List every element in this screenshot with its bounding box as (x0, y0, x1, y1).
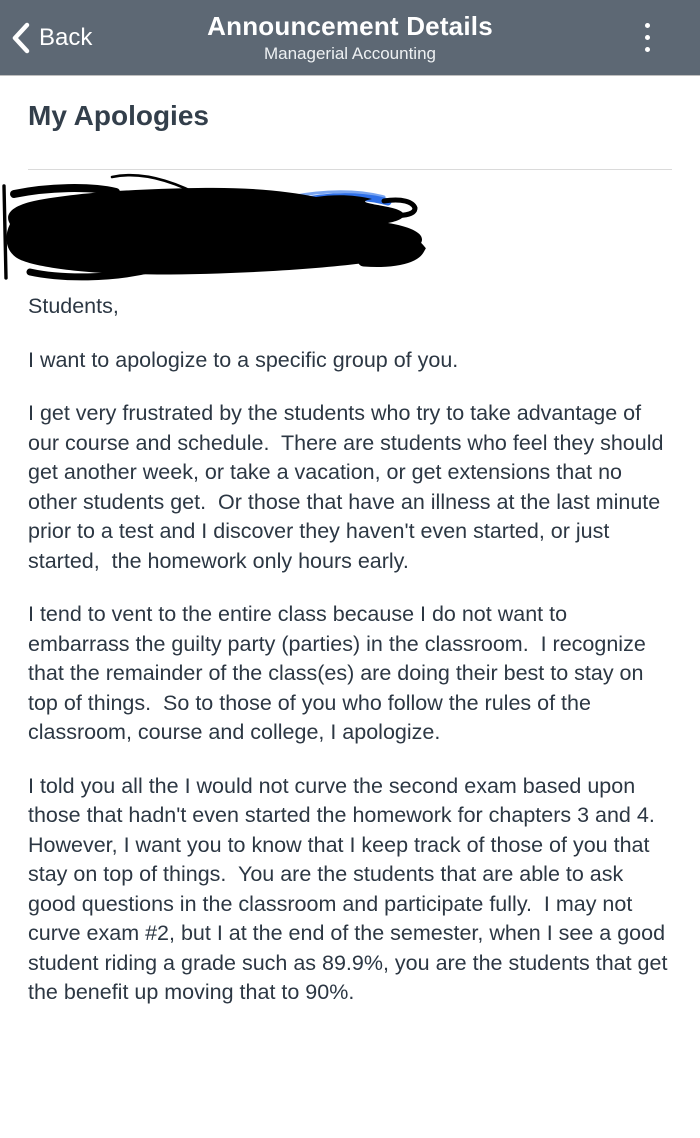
announcement-content (0, 99, 700, 1008)
redaction-scribble (0, 170, 440, 284)
announcement-title: My Apologies (28, 100, 209, 131)
kebab-menu-icon (645, 23, 650, 52)
announcement-body (28, 292, 672, 1008)
page-subtitle: Managerial Accounting (263, 44, 436, 63)
overflow-menu-button[interactable] (626, 0, 668, 75)
back-button-label: Back (39, 23, 93, 51)
navigation-bar (0, 0, 700, 75)
announcement-paragraph: I told you all the I would not curve the second exam based upon those that hadn't even started the homework for chapters 3 and 4. However, I want you to know that I keep track of those of you that stay on top of things. You are the students that are able to ask good questions in the classroom and participate fully. I may not curve exam #2, but I at the end of the semester, when I see a good student riding a grade such as 89.9%, you are the students that get the benefit up moving that to 90%. (28, 773, 674, 1004)
back-chevron-icon (12, 22, 30, 54)
navbar-titles (110, 0, 590, 75)
announcement-paragraph: I tend to vent to the entire class because I do not want to embarrass the guilty party (parties) in the classroom. I recognize that the remainder of the class(es) are doing their best to stay on top of things. So to those of you who follow the rules of the classroom, course and college, I apologize. (28, 602, 652, 744)
page-title: Announcement Details (207, 11, 493, 41)
announcement-paragraph: I get very frustrated by the students who try to take advantage of our course and schedule. There are students who feel they should get another week, or take a vacation, or get extensions that no other students get. Or those that have an illness at the last minute prior to a test and I discover they haven't even started, or just started, the homework only hours early. (28, 401, 670, 573)
announcement-paragraph: I want to apologize to a specific group of you. (28, 347, 459, 372)
announcement-paragraph: Students, (28, 294, 119, 318)
back-button[interactable] (12, 0, 92, 75)
